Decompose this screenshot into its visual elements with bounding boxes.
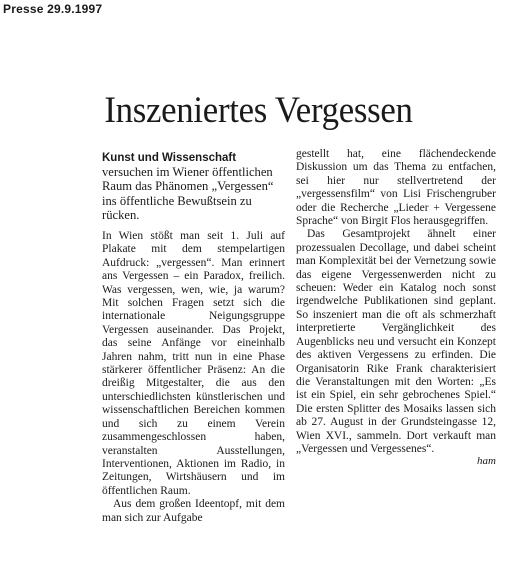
article-paragraph: gestellt hat, eine flächendeckende Diskussion um das Thema zu entfachen, sei hier nur stellvertretend der „vergessensfilm“ von Lisi Frischengruber oder die Recherche „Lieder + Vergessene Sprache“ von Birgit Flos herausgegriffen.	[296, 148, 496, 228]
author-signature: ham	[477, 455, 496, 468]
article-right-column	[296, 148, 496, 469]
article-headline: Inszeniertes Vergessen	[104, 90, 413, 131]
article-left-column	[102, 150, 285, 525]
article-kicker: Kunst und Wissenschaft	[102, 152, 237, 164]
article-paragraph: Das Gesamtprojekt ähnelt einer prozessualen Decollage, und dabei scheint man Komplexität bei der Vernetzung sowie das eigene Vergessenwerden nicht zu scheuen: Weder ein Katalog noch sonst irgendwelche Publikationen sind geplant. So inszeniert man die oft als schmerzhaft interpretierte Vergänglichkeit des Augenblicks neu und versucht ein Konzept des aktiven Vergessens zu erfinden. Die Organisatorin Rike Frank charakterisiert die Veranstaltungen mit den Worten: „Es ist ein Spiel, ein sehr gebrochenes Spiel.“ Die ersten Splitter des Mosaiks lassen sich ab 27. August in der Grundsteingasse 12, Wien XVI., sammeln. Dort verkauft man „Vergessen und Vergessenes“.	[296, 228, 496, 455]
article-paragraph: Aus dem großen Ideentopf, mit dem man sich zur Aufgabe	[102, 498, 285, 524]
article-lead	[102, 150, 285, 222]
newspaper-source-date: Presse 29.9.1997	[3, 2, 103, 16]
article-lead-text: versuchen im Wiener öffentlichen Raum das Phänomen „Vergessen“ ins öffentliche Bewußtsein zu rücken.	[102, 165, 274, 222]
article-paragraph: In Wien stößt man seit 1. Juli auf Plakate mit dem stempelartigen Aufdruck: „vergessen“. Man erinnert ans Vergessen – ein Paradox, freilich. Was vergessen, wen, wie, ja warum? Mit solchen Fragen setzt sich die internationale Neigungsgruppe Vergessen auseinander. Das Projekt, das seine Anfänge vor eineinhalb Jahren nahm, tritt nun in eine Phase stärkerer öffentlicher Präsenz: An die dreißig Mitgestalter, die aus den unterschiedlichsten künstlerischen und wissenschaftlichen Bereichen kommen und sich zu einem Verein zusammengeschlossen haben, veranstalten Ausstellungen, Interventionen, Aktionen im Radio, in Zeitungen, Wirtshäusern und im öffentlichen Raum.	[102, 230, 285, 497]
